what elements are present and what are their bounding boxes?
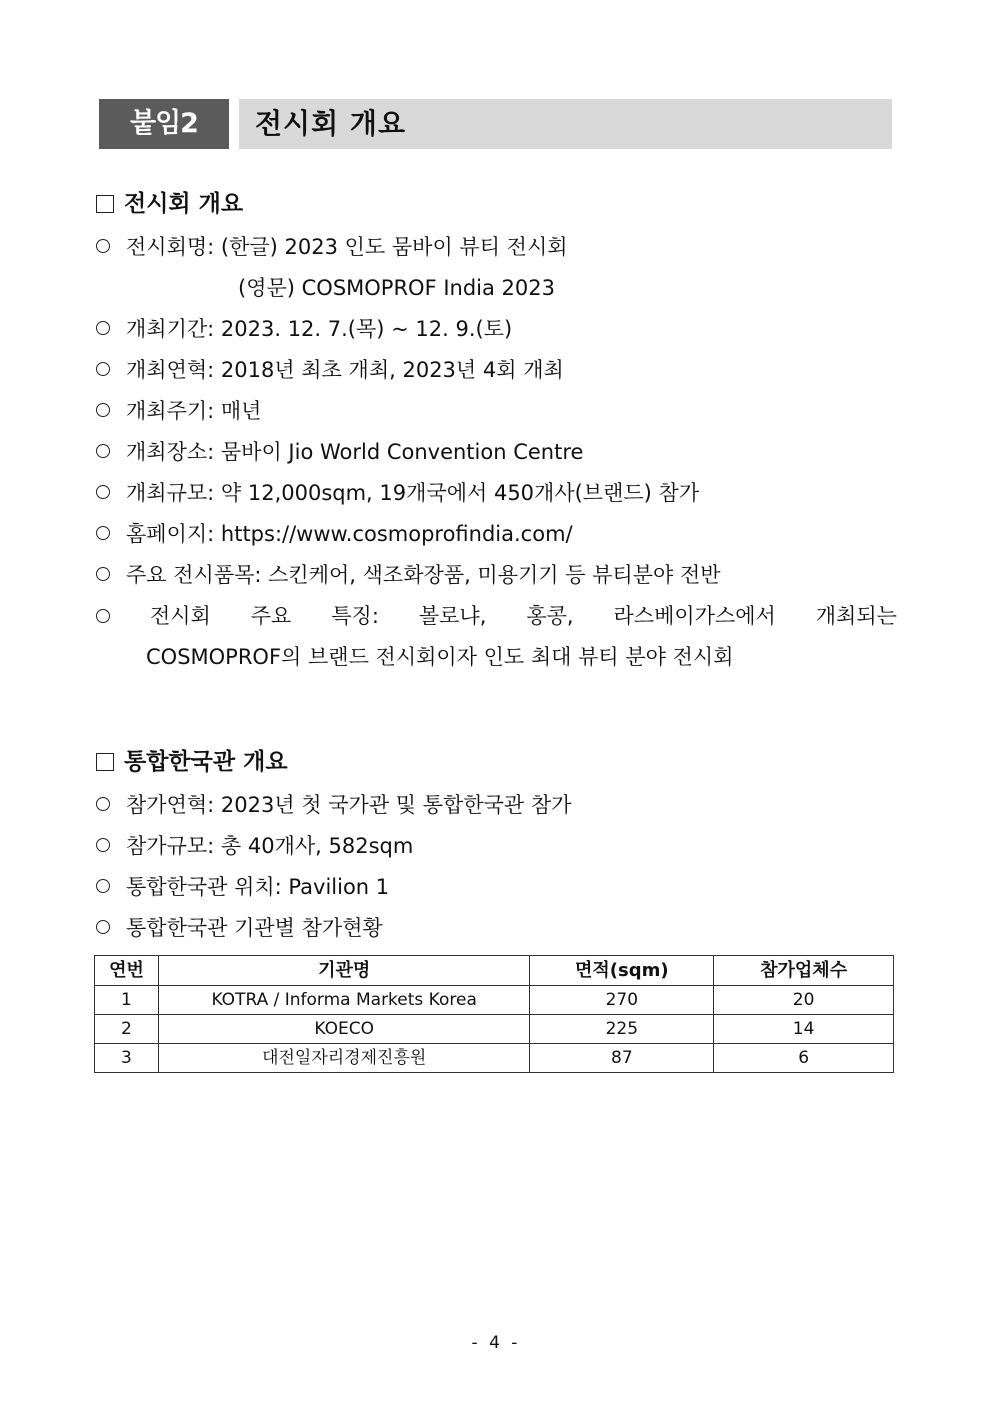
page-title: 전시회 개요 (239, 99, 892, 149)
cell-area: 87 (530, 1044, 714, 1073)
circle-bullet-icon (96, 321, 110, 335)
circle-bullet-icon (96, 920, 110, 934)
cell-number: 1 (95, 986, 159, 1015)
circle-bullet-icon (96, 526, 110, 540)
circle-bullet-icon (96, 838, 110, 852)
circle-bullet-icon (96, 362, 110, 376)
circle-bullet-icon (96, 444, 110, 458)
square-bullet-icon (96, 753, 114, 771)
col-header-number: 연번 (95, 956, 159, 986)
list-item-exhibition-name-en: (영문) COSMOPROF India 2023 (238, 276, 555, 300)
attachment-tag: 붙임2 (99, 99, 229, 149)
table-row (95, 986, 894, 1015)
list-item-period: 개최기간: 2023. 12. 7.(목) ~ 12. 9.(토) (96, 314, 512, 344)
cell-area: 225 (530, 1015, 714, 1044)
cell-number: 3 (95, 1044, 159, 1073)
list-item-participation-history: 참가연혁: 2023년 첫 국가관 및 통합한국관 참가 (96, 790, 571, 820)
list-item-participation-status: 통합한국관 기관별 참가현황 (96, 913, 383, 943)
document-header (99, 99, 892, 149)
list-item-participation-scale: 참가규모: 총 40개사, 582sqm (96, 831, 413, 861)
list-item-homepage: 홈페이지: https://www.cosmoprofindia.com/ (96, 519, 573, 549)
circle-bullet-icon (96, 879, 110, 893)
table-row (95, 1015, 894, 1044)
list-item-exhibition-name: 전시회명: (한글) 2023 인도 뭄바이 뷰티 전시회 (96, 232, 568, 262)
circle-bullet-icon (96, 797, 110, 811)
circle-bullet-icon (96, 567, 110, 581)
cell-companies: 6 (714, 1044, 894, 1073)
list-item-features: 전시회 주요 특징: 볼로냐, 홍콩, 라스베이가스에서 개최되는 (96, 601, 897, 631)
cell-companies: 20 (714, 986, 894, 1015)
circle-bullet-icon (96, 485, 110, 499)
list-item-scale: 개최규모: 약 12,000sqm, 19개국에서 450개사(브랜드) 참가 (96, 478, 699, 508)
circle-bullet-icon (96, 609, 110, 623)
circle-bullet-icon (96, 403, 110, 417)
list-item-cycle: 개최주기: 매년 (96, 396, 261, 426)
table-row (95, 1044, 894, 1073)
page-number: - 4 - (471, 1333, 521, 1353)
circle-bullet-icon (96, 239, 110, 253)
section-title-korea-pavilion: 통합한국관 개요 (96, 747, 288, 777)
cell-area: 270 (530, 986, 714, 1015)
cell-organization: KOECO (158, 1015, 530, 1044)
participation-table (94, 955, 894, 1073)
list-item-history: 개최연혁: 2018년 최초 개최, 2023년 4회 개최 (96, 355, 564, 385)
cell-organization: 대전일자리경제진흥원 (158, 1044, 530, 1073)
table-header-row (95, 956, 894, 986)
list-item-pavilion-location: 통합한국관 위치: Pavilion 1 (96, 872, 389, 902)
list-item-products: 주요 전시품목: 스킨케어, 색조화장품, 미용기기 등 뷰티분야 전반 (96, 560, 721, 590)
cell-number: 2 (95, 1015, 159, 1044)
col-header-companies: 참가업체수 (714, 956, 894, 986)
list-item-features-cont: COSMOPROF의 브랜드 전시회이자 인도 최대 뷰티 분야 전시회 (146, 645, 734, 669)
section-title-exhibition: 전시회 개요 (96, 189, 243, 219)
square-bullet-icon (96, 195, 114, 213)
cell-organization: KOTRA / Informa Markets Korea (158, 986, 530, 1015)
list-item-venue: 개최장소: 뭄바이 Jio World Convention Centre (96, 437, 583, 467)
col-header-organization: 기관명 (158, 956, 530, 986)
cell-companies: 14 (714, 1015, 894, 1044)
col-header-area: 면적(sqm) (530, 956, 714, 986)
